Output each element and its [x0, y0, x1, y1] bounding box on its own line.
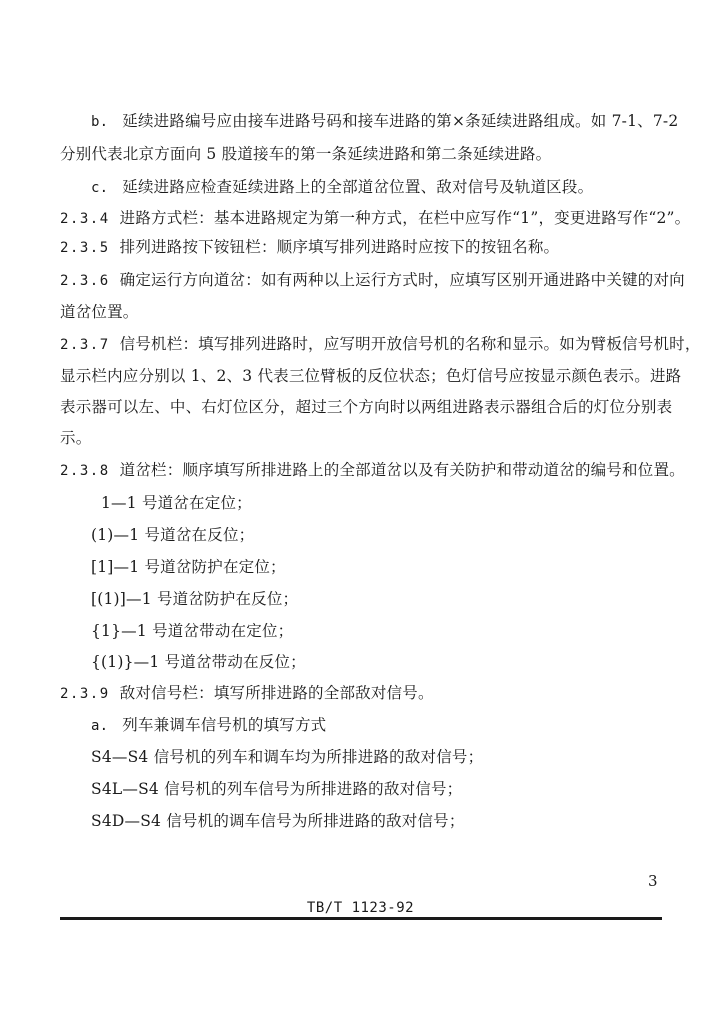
list-item: [91, 811, 465, 831]
paragraph-continuation: [60, 397, 672, 417]
section-number: 2.3.7: [60, 337, 110, 353]
paragraph-continuation: [60, 366, 681, 386]
list-item-text: S4—S4 信号机的列车和调车均为所排进路的敌对信号；: [91, 748, 484, 766]
list-item-text: (1)—1 号道岔在反位；: [91, 526, 255, 544]
section-2-3-5: [60, 237, 559, 258]
item-label: a.: [91, 718, 109, 734]
paragraph-text: 列车兼调车信号机的填写方式: [122, 716, 327, 734]
paragraph-text: 延续进路编号应由接车进路号码和接车进路的第×条延续进路组成。如 7-1、7-2: [122, 112, 679, 130]
section-2-3-7: [60, 334, 701, 355]
section-number: 2.3.9: [60, 686, 110, 702]
list-item: [101, 493, 252, 513]
paragraph-text: 进路方式栏：基本进路规定为第一种方式，在栏中应写作“1”，变更进路写作“2”。: [119, 209, 691, 227]
paragraph-text: 延续进路应检查延续进路上的全部道岔位置、敌对信号及轨道区段。: [122, 178, 594, 196]
paragraph-text: 信号机栏：填写排列进路时，应写明开放信号机的名称和显示。如为臂板信号机时，: [119, 335, 701, 353]
list-item-text: {1}—1 号道岔带动在定位；: [91, 622, 294, 640]
section-2-3-6: [60, 270, 685, 291]
list-item-text: S4D—S4 信号机的调车信号为所排进路的敌对信号；: [91, 812, 465, 830]
list-item: [91, 557, 286, 577]
list-item-text: S4L—S4 信号机的列车信号为所排进路的敌对信号；: [91, 780, 463, 798]
paragraph-text: 道岔栏：顺序填写所排进路上的全部道岔以及有关防护和带动道岔的编号和位置。: [119, 461, 685, 479]
paragraph-text: 排列进路按下铵钮栏：顺序填写排列进路时应按下的按钮名称。: [119, 238, 560, 256]
list-item: [91, 779, 462, 799]
list-item-text: {(1)}—1 号道岔带动在反位；: [91, 653, 306, 671]
section-number: 2.3.5: [60, 240, 110, 256]
section-2-3-8: [60, 460, 685, 481]
paragraph-text: 显示栏内应分别以 1、2、3 代表三位臂板的反位状态；色灯信号应按显示颜色表示。进路: [60, 367, 682, 385]
item-label: b.: [91, 114, 109, 130]
section-number: 2.3.4: [60, 211, 110, 227]
page-number: 3: [648, 872, 658, 890]
section-2-3-9: [60, 683, 434, 704]
paragraph-continuation: [60, 144, 551, 164]
footer-rule: [60, 917, 662, 920]
paragraph-text: 道岔位置。: [60, 303, 139, 321]
list-item: [91, 589, 298, 609]
paragraph-text: 敌对信号栏：填写所排进路的全部敌对信号。: [119, 684, 434, 702]
list-item-text: [1]—1 号道岔防护在定位；: [91, 558, 286, 576]
paragraph-text: 分别代表北京方面向 5 股道接车的第一条延续进路和第二条延续进路。: [60, 145, 552, 163]
list-item: [91, 747, 483, 767]
paragraph-continuation: [60, 302, 139, 322]
paragraph-a: [91, 715, 326, 736]
list-item-text: [(1)]—1 号道岔防护在反位；: [91, 590, 299, 608]
paragraph-continuation: [60, 428, 91, 448]
section-number: 2.3.6: [60, 273, 110, 289]
paragraph-text: 表示器可以左、中、右灯位区分，超过三个方向时以两组进路表示器组合后的灯位分别表: [60, 398, 673, 416]
list-item: [91, 621, 293, 641]
paragraph-text: 确定运行方向道岔：如有两种以上运行方式时，应填写区别开通进路中关键的对向: [119, 271, 685, 289]
list-item: [91, 652, 306, 672]
section-2-3-4: [60, 208, 690, 229]
list-item: [91, 525, 254, 545]
paragraph-c: [91, 177, 593, 198]
standard-code: TB/T 1123-92: [306, 900, 415, 916]
list-item-text: 1—1 号道岔在定位；: [101, 494, 252, 512]
paragraph-text: 示。: [60, 429, 92, 447]
paragraph-b: [91, 111, 678, 132]
section-number: 2.3.8: [60, 463, 110, 479]
item-label: c.: [91, 180, 109, 196]
